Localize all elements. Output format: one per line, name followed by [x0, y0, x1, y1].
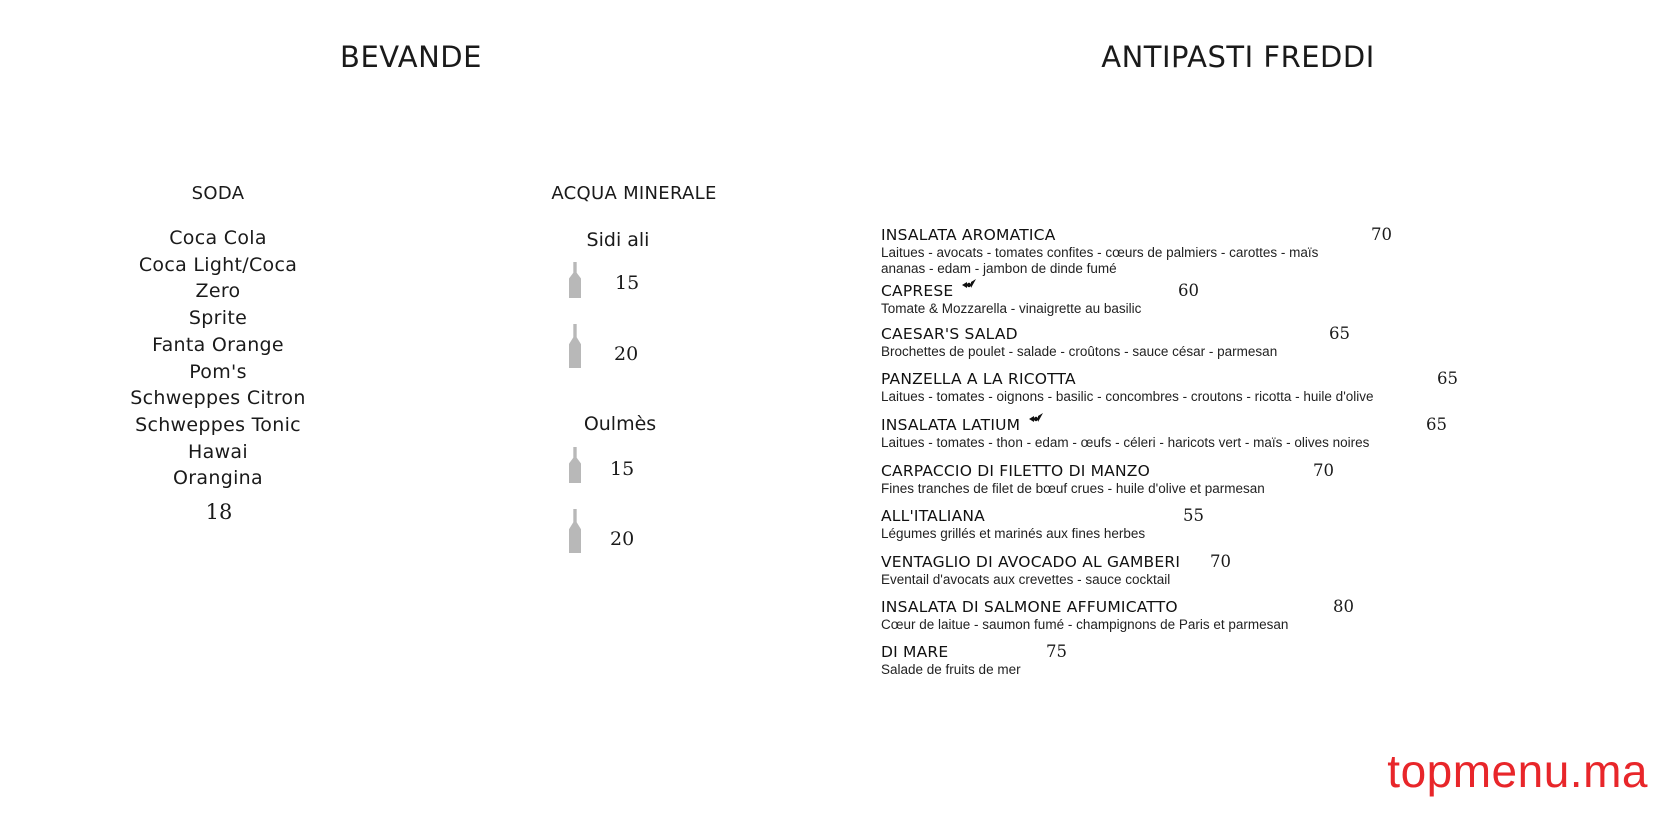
water-price: 20	[610, 528, 635, 550]
recommended-bow-icon	[960, 276, 978, 292]
dish-name: CAESAR'S SALAD	[881, 325, 1018, 343]
dish-description	[881, 301, 1141, 317]
menu-item	[881, 597, 1354, 633]
dish-description	[881, 481, 1265, 497]
soda-item: Sprite	[188, 307, 248, 330]
soda-list	[130, 225, 305, 492]
menu-item	[881, 324, 1350, 360]
dish-price: 55	[1183, 506, 1204, 525]
recommended-bow-icon	[1027, 410, 1045, 426]
dish-description-line: Fines tranches de filet de bœuf crues - huile d'olive et parmesan	[881, 481, 1265, 496]
menu-item	[881, 225, 1392, 277]
water-brand-sidi-ali: Sidi ali	[586, 229, 650, 251]
dish-description-line: Laitues - avocats - tomates confites - cœurs de palmiers - carottes - maïs	[881, 245, 1319, 260]
antipasti-freddi-title: ANTIPASTI FREDDI	[1101, 40, 1375, 74]
dish-price: 80	[1333, 597, 1354, 616]
soda-heading: SODA	[191, 183, 245, 204]
dish-price: 65	[1437, 369, 1458, 388]
soda-price: 18	[205, 500, 233, 524]
dish-description-line: Eventail d'avocats aux crevettes - sauce cocktail	[881, 572, 1171, 587]
dish-description	[881, 389, 1374, 405]
dish-description	[881, 572, 1180, 588]
dish-description-line: Cœur de laitue - saumon fumé - champignons de Paris et parmesan	[881, 617, 1289, 632]
menu-item	[881, 281, 1199, 317]
dish-description-line: Brochettes de poulet - salade - croûtons - sauce césar - parmesan	[881, 344, 1278, 359]
dish-description-line: Salade de fruits de mer	[881, 662, 1021, 677]
water-price: 15	[615, 272, 640, 294]
dish-name: VENTAGLIO DI AVOCADO AL GAMBERI	[881, 553, 1181, 571]
soda-item: Coca Light/Coca	[138, 253, 298, 276]
menu-item	[881, 552, 1231, 588]
small-bottle-icon	[569, 447, 581, 483]
soda-item: Zero	[195, 280, 241, 303]
bevande-title: BEVANDE	[340, 40, 482, 74]
dish-price: 75	[1046, 642, 1067, 661]
small-bottle-icon	[569, 262, 581, 298]
dish-price: 60	[1178, 281, 1199, 300]
dish-description	[881, 662, 1021, 678]
soda-item: Orangina	[173, 467, 263, 490]
dish-description	[881, 344, 1277, 360]
dish-price: 65	[1426, 415, 1447, 434]
dish-price: 65	[1329, 324, 1350, 343]
water-price: 15	[610, 458, 635, 480]
soda-item: Fanta Orange	[152, 333, 284, 356]
menu-item	[881, 369, 1458, 405]
acqua-minerale-heading: ACQUA MINERALE	[551, 183, 717, 204]
soda-item: Schweppes Tonic	[135, 413, 301, 436]
dish-description	[881, 435, 1369, 451]
dish-name: CARPACCIO DI FILETTO DI MANZO	[881, 462, 1150, 480]
dish-description-line: Laitues - tomates - thon - edam - œufs - céleri - haricots vert - maïs - olives noires	[881, 435, 1370, 450]
topmenu-watermark: topmenu.ma	[1387, 745, 1648, 797]
large-bottle-icon	[569, 509, 581, 553]
dish-description	[881, 617, 1288, 633]
dish-name: INSALATA DI SALMONE AFFUMICATTO	[881, 598, 1178, 616]
dish-price: 70	[1210, 552, 1231, 571]
dish-price: 70	[1371, 225, 1392, 244]
dish-description-line: Laitues - tomates - oignons - basilic - concombres - croutons - ricotta - huile d'olive	[881, 389, 1374, 404]
dish-name: CAPRESE	[881, 282, 954, 300]
large-bottle-icon	[569, 324, 581, 368]
soda-item: Pom's	[189, 360, 247, 383]
dish-description	[881, 526, 1145, 542]
soda-item: Coca Cola	[169, 227, 267, 249]
water-price: 20	[614, 343, 639, 365]
dish-description-line: Tomate & Mozzarella - vinaigrette au basilic	[881, 301, 1142, 316]
menu-item	[881, 506, 1204, 542]
water-brand-oulmes: Oulmès	[583, 413, 657, 435]
dish-name: INSALATA AROMATICA	[881, 226, 1056, 244]
menu-item	[881, 642, 1067, 678]
dish-description	[881, 245, 1318, 277]
dish-name: PANZELLA A LA RICOTTA	[881, 370, 1076, 388]
dish-name: INSALATA LATIUM	[881, 416, 1021, 434]
dish-name: DI MARE	[881, 643, 949, 661]
soda-item: Hawai	[188, 440, 248, 463]
dish-price: 70	[1313, 461, 1334, 480]
dish-description-line: Légumes grillés et marinés aux fines herbes	[881, 526, 1146, 541]
dish-name: ALL'ITALIANA	[881, 507, 985, 525]
menu-item	[881, 415, 1447, 451]
menu-item	[881, 461, 1334, 497]
soda-item: Schweppes Citron	[130, 387, 306, 410]
dish-description-line: ananas - edam - jambon de dinde fumé	[881, 261, 1117, 276]
